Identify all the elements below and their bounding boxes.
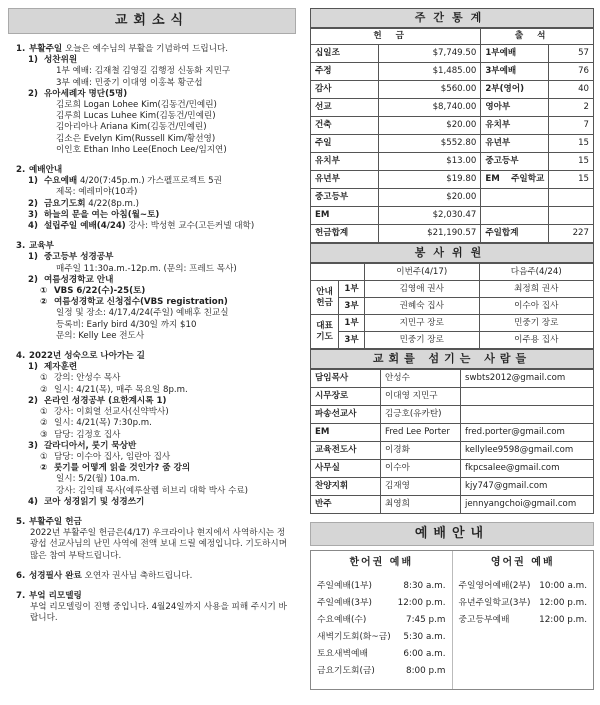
worship-row <box>317 612 446 629</box>
stats-row <box>311 45 594 63</box>
news-item-number: 3. <box>16 241 26 252</box>
news-subitem-heading <box>28 396 290 407</box>
staff-name: Fred Lee Porter <box>381 424 461 442</box>
worship-row <box>459 595 588 612</box>
news-item-heading <box>16 165 290 176</box>
news-circled-text: 담당: 김정호 집사 <box>54 429 121 440</box>
attendance-column-header: 출석 <box>481 29 594 45</box>
staff-email: jennyangchoi@gmail.com <box>461 496 594 514</box>
news-subitem-number: 1) <box>28 362 38 373</box>
korean-worship-column <box>311 551 452 689</box>
volunteers-table <box>310 263 594 349</box>
news-item-title-bold: 부활주일 <box>29 44 63 54</box>
news-subitem-title-bold: 중고등부 성경공부 <box>44 252 114 263</box>
attendance-label: 유치부 <box>481 117 549 135</box>
staff-email <box>461 388 594 406</box>
attendance-total-label: 주일합계 <box>481 225 549 243</box>
news-subitem-heading <box>28 176 290 187</box>
staff-role: 시무장로 <box>311 388 381 406</box>
church-news-title: 교회소식 <box>8 8 296 34</box>
worship-service-time: 7:45 p.m <box>405 614 446 625</box>
news-circled-text: 강의: 안성수 목사 <box>54 373 121 384</box>
staff-name: 이수아 <box>381 460 461 478</box>
news-subitem-title <box>44 252 113 263</box>
news-subitem-line: 3부 예배: 민중기 이대영 이홍복 황군섭 <box>56 77 203 88</box>
volunteer-next-week: 이수아 집사 <box>479 298 594 315</box>
attendance-count: 15 <box>549 135 594 153</box>
news-subitem-heading <box>28 55 290 66</box>
news-item-number: 7. <box>16 590 26 601</box>
right-panel <box>310 8 594 690</box>
news-item <box>16 44 290 156</box>
attendance-label: 중고등부 <box>481 153 549 171</box>
staff-table <box>310 369 594 514</box>
offering-label: 중고등부 <box>311 189 379 207</box>
news-subitem <box>16 199 290 210</box>
volunteer-this-week: 지민구 장로 <box>365 315 480 332</box>
news-item-number: 2. <box>16 165 26 176</box>
news-item-title-bold: 성경필사 완료 <box>29 570 82 581</box>
staff-name: 이경화 <box>381 442 461 460</box>
news-circled-item <box>16 297 290 308</box>
stats-row <box>311 153 594 171</box>
worship-service-time: 8:00 p.m <box>405 665 446 676</box>
news-subitem-title-bold: 성찬위원 <box>44 55 78 66</box>
staff-role: 반주 <box>311 496 381 514</box>
offering-total-amount: $21,190.57 <box>379 225 481 243</box>
offering-amount: $20.00 <box>379 117 481 135</box>
staff-row <box>311 388 594 406</box>
staff-row <box>311 442 594 460</box>
worship-service-name: 수요예배(수) <box>317 614 367 625</box>
church-news-panel <box>8 8 296 698</box>
staff-row <box>311 460 594 478</box>
news-item <box>16 517 290 562</box>
news-subitem-title: 코아 성경읽기 및 성경쓰기 <box>44 496 145 507</box>
volunteer-service: 3부 <box>339 332 365 349</box>
offering-amount: $560.00 <box>379 81 481 99</box>
news-subitem <box>16 55 290 89</box>
worship-row <box>317 646 446 663</box>
news-item-title-bold: 부활주일 헌금 <box>29 516 82 527</box>
news-item-heading <box>16 571 290 582</box>
offering-label: 유치부 <box>311 153 379 171</box>
attendance-count: 40 <box>549 81 594 99</box>
stats-row <box>311 171 594 189</box>
offering-label: 건축 <box>311 117 379 135</box>
news-item-title <box>29 165 62 176</box>
news-subitem <box>16 89 290 156</box>
volunteer-service: 3부 <box>339 298 365 315</box>
attendance-count <box>549 189 594 207</box>
staff-role: 교육전도사 <box>311 442 381 460</box>
attendance-count: 15 <box>549 171 594 189</box>
staff-email <box>461 406 594 424</box>
news-circled-item <box>16 463 290 474</box>
worship-row <box>459 578 588 595</box>
news-detail-line: 등록비: Early bird 4/30일 까지 $10 <box>56 319 197 330</box>
news-subitem-line: 김로희 Logan Lohee Kim(김동건/민예린) <box>56 100 217 111</box>
news-subitem-line: 김루희 Lucas Luhee Kim(김동건/민예린) <box>56 111 216 122</box>
worship-row <box>317 595 446 612</box>
news-item-heading <box>16 517 290 528</box>
worship-service-name: 중고등부예배 <box>458 614 510 625</box>
news-subitem-number: 4) <box>28 496 38 507</box>
news-subitem-title-bold: 여름성경학교 안내 <box>44 274 114 285</box>
attendance-label: 1부예배 <box>481 45 549 63</box>
attendance-count: 15 <box>549 153 594 171</box>
news-circled-number: ③ <box>40 429 48 440</box>
news-circled-number: ① <box>40 373 48 384</box>
staff-email: fkpcsalee@gmail.com <box>461 460 594 478</box>
news-item-number: 1. <box>16 44 26 54</box>
offering-column-header: 헌금 <box>311 29 481 45</box>
offering-amount: $13.00 <box>379 153 481 171</box>
news-subitem <box>16 362 290 373</box>
offering-amount: $20.00 <box>379 189 481 207</box>
staff-role: 찬양지휘 <box>311 478 381 496</box>
news-subitem-title <box>44 199 139 210</box>
news-item-title <box>29 571 192 582</box>
worship-schedule <box>310 550 594 690</box>
worship-service-time: 5:30 a.m. <box>403 631 446 642</box>
news-subitem <box>16 252 290 274</box>
news-item-heading <box>16 241 290 252</box>
offering-amount: $2,030.47 <box>379 207 481 225</box>
offering-label: 유년부 <box>311 171 379 189</box>
attendance-count: 57 <box>549 45 594 63</box>
news-subitem-number: 4) <box>28 221 38 232</box>
news-item-number: 6. <box>16 570 26 581</box>
news-subitem-line: 김아리아나 Ariana Kim(김동건/민예린) <box>56 122 207 133</box>
offering-amount: $8,740.00 <box>379 99 481 117</box>
news-item-paragraph: 2022년 부활주일 헌금은(4/17) 우크라이나 현지에서 사역하시는 정광섭 선교사님의 난민 사역에 전액 보내 드릴 예정입니다. 기도하시며 많은 참여 부탁드립니다. <box>30 528 288 561</box>
news-circled-item <box>16 385 290 396</box>
news-subitem-line: 매주일 11:30a.m.-12p.m. (문의: 프레드 목사) <box>56 263 237 274</box>
news-circled-text: 일시: 4/21(목) 7:30p.m. <box>54 418 152 429</box>
news-subitem-title-rest: 4/20(7:45p.m.) 가스펠프로젝트 5권 <box>77 176 222 187</box>
news-circled-text: VBS 6/22(수)-25(토) <box>54 286 146 297</box>
news-circled-item <box>16 418 290 429</box>
offering-label: 주정 <box>311 63 379 81</box>
staff-role: 사무실 <box>311 460 381 478</box>
news-subitem-number: 1) <box>28 55 38 66</box>
staff-role: 담임목사 <box>311 370 381 388</box>
news-subitem-number: 3) <box>28 440 38 451</box>
worship-row <box>459 612 588 629</box>
offering-amount: $19.80 <box>379 171 481 189</box>
news-circled-text: 강사: 이회열 선교사(신약박사) <box>54 407 169 418</box>
staff-row <box>311 424 594 442</box>
volunteer-row <box>311 281 594 298</box>
attendance-count: 2 <box>549 99 594 117</box>
attendance-label: 영아부 <box>481 99 549 117</box>
volunteer-row <box>311 298 594 315</box>
news-subitem-title <box>44 275 113 286</box>
news-circled-number: ① <box>40 286 48 297</box>
news-subitem-heading <box>28 210 290 221</box>
volunteer-row <box>311 315 594 332</box>
news-subitem-line: 제목: 예레미야(10과) <box>56 187 138 198</box>
news-detail-line: 강사: 김익태 목사(예루살렘 히브리 대학 박사 수료) <box>56 485 249 496</box>
news-subitem-title <box>44 221 254 232</box>
staff-role: 파송선교사 <box>311 406 381 424</box>
news-subitem-title-rest: 강사: 박성현 교수(고든커넬 대학) <box>125 221 255 232</box>
worship-service-name: 주일예배(1부) <box>317 580 372 591</box>
news-subitem <box>16 210 290 221</box>
staff-role: EM <box>311 424 381 442</box>
weekly-stats-table <box>310 28 594 243</box>
volunteer-next-week: 이주용 집사 <box>479 332 594 349</box>
news-item <box>16 165 290 232</box>
worship-title: 예배안내 <box>310 522 594 546</box>
offering-label: 십일조 <box>311 45 379 63</box>
staff-name: 김긍호(유카탄) <box>381 406 461 424</box>
stats-row <box>311 135 594 153</box>
news-circled-item <box>16 430 290 441</box>
volunteer-next-week: 민중기 장로 <box>479 315 594 332</box>
news-item <box>16 241 290 342</box>
news-item-number: 4. <box>16 351 26 362</box>
stats-row <box>311 99 594 117</box>
news-subitem <box>16 221 290 232</box>
weekly-stats-title: 주간통계 <box>310 8 594 28</box>
news-item-number: 5. <box>16 516 26 527</box>
offering-label: 선교 <box>311 99 379 117</box>
news-subitem-title-bold: 설립주일 예배(4/24) <box>44 221 126 232</box>
news-subitem-title <box>44 176 222 187</box>
news-subitem-number: 2) <box>28 198 38 209</box>
staff-row <box>311 370 594 388</box>
volunteer-next-week: 최정희 권사 <box>479 281 594 298</box>
worship-row <box>317 578 446 595</box>
staff-name: 이대영 지민구 <box>381 388 461 406</box>
english-worship-column <box>452 551 594 689</box>
news-circled-number: ① <box>40 407 48 418</box>
news-item-title-rest: 오연자 권사님 축하드립니다. <box>81 570 193 581</box>
news-item-title-bold: 교육부 <box>29 241 54 252</box>
news-subitem-title: 갈라디아서, 룻기 묵상반 <box>44 440 137 451</box>
offering-label: 감사 <box>311 81 379 99</box>
volunteers-this-week-header: 이번주(4/17) <box>365 264 480 281</box>
attendance-label: 3부예배 <box>481 63 549 81</box>
news-subitem-number: 1) <box>28 252 38 263</box>
news-item-heading <box>16 591 290 602</box>
news-item-title <box>29 517 82 528</box>
news-item-title-bold: 2022년 성숙으로 나아가는 길 <box>29 351 145 362</box>
staff-name: 최영희 <box>381 496 461 514</box>
worship-service-time: 12:00 p.m. <box>539 614 587 625</box>
worship-service-name: 유년주일학교(3부) <box>458 597 531 608</box>
worship-service-time: 10:00 a.m. <box>539 580 587 591</box>
volunteer-row <box>311 332 594 349</box>
news-subitem-title-rest: 4/22(8p.m.) <box>85 198 140 209</box>
news-subitem-title-bold: 금요기도회 <box>44 198 86 209</box>
staff-row <box>311 496 594 514</box>
news-item <box>16 571 290 582</box>
attendance-total-count: 227 <box>549 225 594 243</box>
worship-service-name: 토요새벽예배 <box>317 648 368 659</box>
offering-label: EM <box>311 207 379 225</box>
volunteer-service: 1부 <box>339 281 365 298</box>
news-subitem <box>16 396 290 407</box>
worship-service-time: 8:30 a.m. <box>403 580 446 591</box>
attendance-label <box>481 207 549 225</box>
offering-label: 주일 <box>311 135 379 153</box>
worship-service-time: 6:00 a.m. <box>403 648 446 659</box>
news-item-title-rest: 오늘은 예수님의 부활을 기념하여 드립니다. <box>62 44 229 54</box>
english-worship-title: 영어권 예배 <box>490 557 555 568</box>
staff-email: fred.porter@gmail.com <box>461 424 594 442</box>
volunteers-title: 봉사위원 <box>310 243 594 263</box>
news-circled-item <box>16 452 290 463</box>
attendance-label: 2부(영어) <box>481 81 549 99</box>
news-subitem-number: 3) <box>28 209 38 220</box>
news-subitem <box>16 497 290 508</box>
volunteer-this-week: 김영애 권사 <box>365 281 480 298</box>
news-item-title <box>29 591 82 602</box>
news-subitem-title <box>44 89 127 100</box>
news-circled-number: ① <box>40 451 48 462</box>
news-subitem-title-bold: 하늘의 문을 여는 아침(월~토) <box>44 209 160 220</box>
offering-amount: $552.80 <box>379 135 481 153</box>
news-subitem-heading <box>28 252 290 263</box>
news-subitem <box>16 275 290 286</box>
news-item-title-bold: 부엌 리모델링 <box>29 590 82 601</box>
attendance-label: 유년부 <box>481 135 549 153</box>
news-detail-line: 일정 및 장소: 4/17,4/24(주일) 예배후 친교실 <box>56 308 229 319</box>
korean-worship-title: 한어권 예배 <box>349 557 414 568</box>
news-subitem <box>16 441 290 452</box>
worship-service-name: 새벽기도회(화~금) <box>317 631 391 642</box>
stats-row <box>311 189 594 207</box>
news-subitem <box>16 176 290 198</box>
news-item <box>16 351 290 508</box>
news-circled-number: ② <box>40 418 48 429</box>
offering-amount: $1,485.00 <box>379 63 481 81</box>
news-subitem-line: 이인호 Ethan Inho Lee(Enoch Lee/임지연) <box>56 144 227 155</box>
news-circled-text: 담당: 이수아 집사, 임란아 집사 <box>54 451 171 462</box>
news-circled-number: ② <box>40 297 48 308</box>
news-item <box>16 591 290 625</box>
news-subitem-title: 온라인 성경공부 (요한계시록 1) <box>44 395 167 406</box>
news-subitem-heading <box>28 441 290 452</box>
volunteer-service: 1부 <box>339 315 365 332</box>
staff-email: kellylee9598@gmail.com <box>461 442 594 460</box>
volunteer-this-week: 권혜숙 집사 <box>365 298 480 315</box>
staff-name: 안성수 <box>381 370 461 388</box>
news-detail-line: 문의: Kelly Lee 전도사 <box>56 330 145 341</box>
worship-row <box>317 663 446 680</box>
volunteers-next-week-header: 다음주(4/24) <box>479 264 594 281</box>
news-item-title <box>29 241 54 252</box>
offering-total-label: 헌금합계 <box>311 225 379 243</box>
news-subitem-heading <box>28 497 290 508</box>
news-item-title-bold: 예배안내 <box>29 165 63 176</box>
attendance-count: 7 <box>549 117 594 135</box>
news-subitem-number: 2) <box>28 274 38 285</box>
news-item-heading <box>16 351 290 362</box>
news-subitem-number: 1) <box>28 176 38 187</box>
stats-row <box>311 117 594 135</box>
news-subitem-line: 김소은 Evelyn Kim(Russell Kim/황선영) <box>56 133 216 144</box>
staff-row <box>311 406 594 424</box>
staff-name: 김재영 <box>381 478 461 496</box>
news-circled-number: ② <box>40 384 48 395</box>
worship-service-name: 주일영어예배(2부) <box>458 580 531 591</box>
news-subitem-heading <box>28 275 290 286</box>
stats-row <box>311 207 594 225</box>
news-detail-line: 일시: 5/2(월) 10a.m. <box>56 474 140 485</box>
staff-email: swbts2012@gmail.com <box>461 370 594 388</box>
stats-row <box>311 63 594 81</box>
news-subitem-number: 2) <box>28 88 38 99</box>
news-subitem-title-bold: 수요예배 <box>44 176 78 187</box>
news-subitem-heading <box>28 89 290 100</box>
news-circled-number: ② <box>40 463 48 474</box>
news-circled-text: 일시: 4/21(목), 매주 목요일 8p.m. <box>54 384 188 395</box>
news-subitem-title <box>44 55 77 66</box>
staff-title: 교회를 섬기는 사람들 <box>310 349 594 369</box>
attendance-count: 76 <box>549 63 594 81</box>
worship-service-name: 주일예배(3부) <box>317 597 372 608</box>
news-item-heading <box>16 44 290 55</box>
volunteer-this-week: 민중기 장로 <box>365 332 480 349</box>
worship-service-time: 12:00 p.m. <box>539 597 587 608</box>
news-circled-text: 여름성경학교 신청접수(VBS registration) <box>54 297 228 308</box>
church-news-body <box>8 34 296 625</box>
news-item-title <box>29 351 145 362</box>
news-circled-item <box>16 407 290 418</box>
news-subitem-title <box>44 210 159 221</box>
volunteer-group-name: 안내 헌금 <box>311 281 339 315</box>
news-circled-text: 룻기를 어떻게 읽을 것인가? 줌 강의 <box>54 463 191 474</box>
worship-service-name: 금요기도회(금) <box>317 665 375 676</box>
news-subitem-number: 2) <box>28 395 38 406</box>
news-item-paragraph: 부엌 리모델링이 진행 중입니다. 4월24일까지 사용을 피해 주시기 바랍니다. <box>30 602 287 624</box>
news-item-title <box>29 44 228 55</box>
staff-row <box>311 478 594 496</box>
staff-email: kjy747@gmail.com <box>461 478 594 496</box>
news-subitem-heading <box>28 221 290 232</box>
stats-row <box>311 81 594 99</box>
worship-row <box>317 629 446 646</box>
news-subitem-title: 제자훈련 <box>44 362 78 373</box>
attendance-label <box>481 189 549 207</box>
news-subitem-line: 1부 예배: 김재철 김영길 김행정 신동화 지민구 <box>56 66 231 77</box>
worship-service-time: 12:00 p.m. <box>397 597 446 608</box>
attendance-label: EM 주일학교 <box>481 171 549 189</box>
attendance-count <box>549 207 594 225</box>
news-subitem-heading <box>28 199 290 210</box>
news-subitem-title-bold: 유아세례자 명단(5명) <box>44 88 128 99</box>
news-circled-item <box>16 373 290 384</box>
offering-amount: $7,749.50 <box>379 45 481 63</box>
news-subitem-heading <box>28 362 290 373</box>
news-circled-item <box>16 286 290 297</box>
volunteer-group-name: 대표 기도 <box>311 315 339 349</box>
